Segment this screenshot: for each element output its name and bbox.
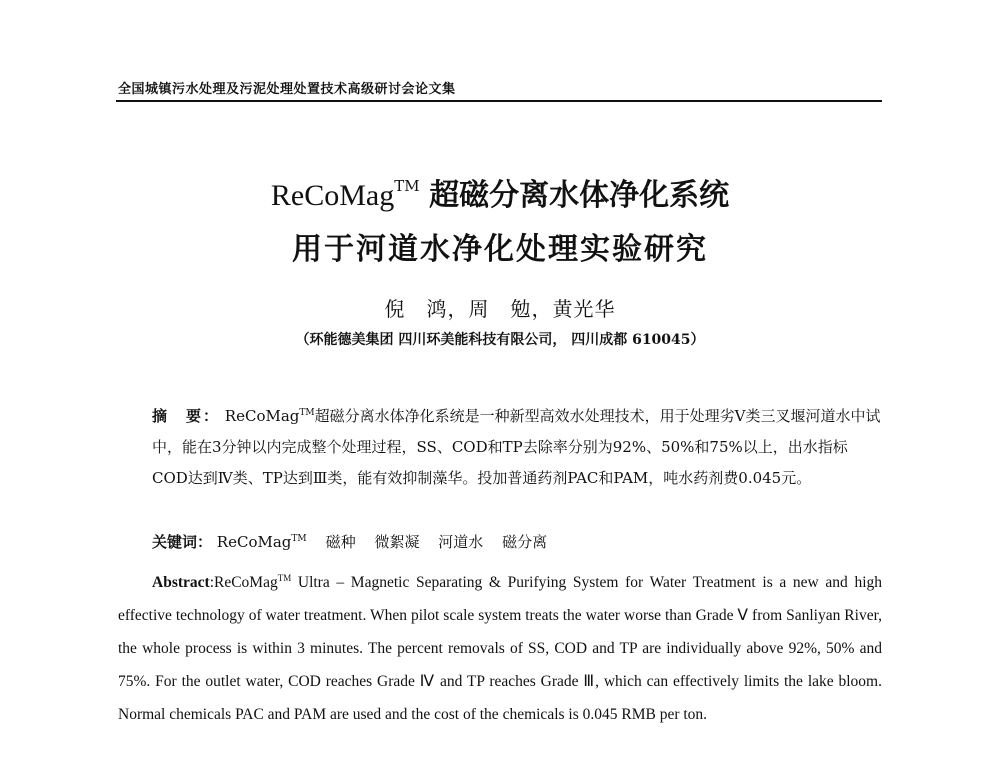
title-trademark: TM — [394, 177, 420, 195]
keyword-item: 微絮凝 — [374, 533, 420, 551]
authors: 倪 鸿，周 勉，黄光华 — [384, 297, 616, 321]
abstract-chinese — [152, 398, 882, 494]
abstract-cn-brand: ReCoMag — [224, 407, 300, 425]
keyword-item: 磁种 — [325, 533, 356, 551]
header-rule — [116, 100, 882, 102]
keywords-trademark: TM — [291, 534, 307, 544]
paper-title-line-1 — [0, 170, 1000, 214]
abstract-cn-label: 摘 要： — [152, 407, 221, 425]
abstract-cn-trademark: TM — [299, 408, 315, 418]
keywords-brand: ReCoMag — [216, 533, 292, 551]
abstract-cn-text: 超磁分离水体净化系统是一种新型高效水处理技术，用于处理劣Ⅴ类三叉堰河道水中试中，能在3分钟以内完成整个处理过程，SS、COD和TP去除率分别为92%、50%和75%以上，出水指标COD达到Ⅳ类、TP达到Ⅲ类，能有效抑制藻华。投加普通药剂PAC和PAM，吨水药剂费0.045元。 — [152, 407, 881, 487]
title-cjk: 超磁分离水体净化系统 — [429, 178, 730, 213]
keyword-item: 河道水 — [438, 533, 484, 551]
affiliation: （环能德美集团 四川环美能科技有限公司， 四川成都 610045） — [295, 332, 705, 348]
abstract-en-colon: : — [209, 574, 214, 592]
running-head: 全国城镇污水处理及污泥处理处置技术高级研讨会论文集 — [118, 82, 456, 97]
abstract-english — [118, 562, 882, 731]
abstract-en-brand: ReCoMag — [214, 574, 278, 592]
abstract-en-trademark: TM — [277, 573, 292, 583]
keyword-item: 磁分离 — [502, 533, 548, 551]
abstract-en-text: Ultra – Magnetic Separating & Purifying System for Water Treatment is a new and high effective technology of water treatment. When pilot scale system treats the water worse than Grade Ⅴ from Sanliyan River, the whole process is within 3 minutes. The percent removals of SS, COD and TP are individually above 92%, 50% and 75%. For the outlet water, COD reaches Grade Ⅳ and TP reaches Grade Ⅲ, which can effectively limits the lake bloom. Normal chemicals PAC and PAM are used and the cost of the chemicals is 0.045 RMB per ton. — [118, 574, 882, 724]
abstract-en-label: Abstract — [152, 574, 210, 592]
keywords — [152, 531, 882, 552]
paper-title-line-2: 用于河道水净化处理实验研究 — [292, 232, 708, 267]
title-brand: ReCoMag — [270, 179, 395, 212]
keywords-label: 关键词： — [152, 533, 213, 551]
